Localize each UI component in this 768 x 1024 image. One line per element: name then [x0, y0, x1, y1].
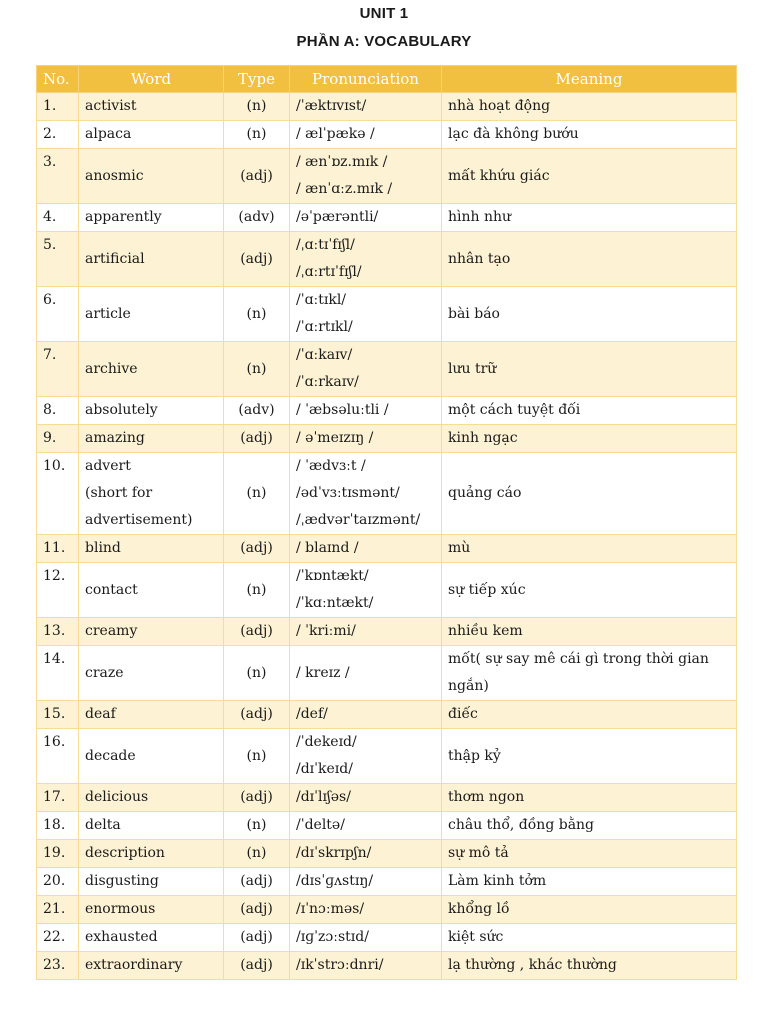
pronunciation-cell [290, 204, 442, 232]
table-row [37, 924, 737, 952]
word-cell [79, 535, 224, 563]
word-type: (adv) [224, 397, 290, 425]
pronunciation-text: /ˈdeltə/ [296, 817, 345, 833]
word-type: (adv) [224, 204, 290, 232]
word-text: alpaca [85, 126, 132, 142]
pronunciation-cell [290, 93, 442, 121]
meaning-cell: mốt( sự say mê cái gì trong thời gian ngắn) [442, 646, 737, 701]
pronunciation-text: /ˈkɒntækt/ [296, 568, 369, 584]
column-header-word: Word [79, 66, 224, 93]
row-number: 21. [37, 896, 79, 924]
row-number: 18. [37, 812, 79, 840]
word-cell [79, 646, 224, 701]
word-type: (n) [224, 646, 290, 701]
pronunciation-cell [290, 232, 442, 287]
word-text: creamy [85, 623, 138, 639]
pronunciation-cell [290, 896, 442, 924]
column-header-meaning: Meaning [442, 66, 737, 93]
table-row [37, 729, 737, 784]
word-text: enormous [85, 901, 156, 917]
word-type: (n) [224, 453, 290, 535]
pronunciation-text: /ˌædvərˈtaɪzmənt/ [296, 512, 421, 528]
column-header-no: No. [37, 66, 79, 93]
word-cell [79, 425, 224, 453]
row-number: 16. [37, 729, 79, 784]
pronunciation-cell [290, 840, 442, 868]
word-type: (n) [224, 812, 290, 840]
pronunciation-cell [290, 563, 442, 618]
meaning-cell: bài báo [442, 287, 737, 342]
pronunciation-cell [290, 701, 442, 729]
word-text: activist [85, 98, 137, 114]
table-row [37, 701, 737, 729]
row-number: 13. [37, 618, 79, 646]
word-text: contact [85, 581, 138, 598]
pronunciation-cell [290, 535, 442, 563]
pronunciation-text: /ˌɑːrtɪˈfɪʃl/ [296, 264, 362, 280]
table-row [37, 342, 737, 397]
row-number: 10. [37, 453, 79, 535]
row-number: 11. [37, 535, 79, 563]
table-body [37, 93, 737, 980]
section-title: PHẦN A: VOCABULARY [296, 33, 472, 50]
meaning-cell: quảng cáo [442, 453, 737, 535]
pronunciation-text: /ɪkˈstrɔːdnri/ [296, 957, 384, 973]
pronunciation-text: / ˈkriːmi/ [296, 623, 356, 639]
pronunciation-cell [290, 453, 442, 535]
word-type: (adj) [224, 868, 290, 896]
meaning-cell: Làm kinh tởm [442, 868, 737, 896]
word-text: (short for [85, 485, 153, 501]
pronunciation-text: /ˈɑːrtɪkl/ [296, 319, 353, 335]
word-text: exhausted [85, 929, 158, 945]
word-text: amazing [85, 430, 145, 446]
table-row [37, 93, 737, 121]
row-number: 20. [37, 868, 79, 896]
table-row [37, 646, 737, 701]
row-number: 19. [37, 840, 79, 868]
meaning-cell: mù [442, 535, 737, 563]
table-row [37, 952, 737, 980]
word-cell [79, 729, 224, 784]
word-cell [79, 952, 224, 980]
pronunciation-cell [290, 121, 442, 149]
pronunciation-text: /ˈæktɪvɪst/ [296, 98, 367, 114]
word-text: anosmic [85, 167, 144, 184]
word-text: disgusting [85, 873, 159, 889]
word-cell [79, 232, 224, 287]
vocabulary-table [36, 65, 737, 980]
meaning-cell: mất khứu giác [442, 149, 737, 204]
table-row [37, 896, 737, 924]
table-row [37, 232, 737, 287]
word-type: (adj) [224, 232, 290, 287]
word-cell [79, 453, 224, 535]
table-row [37, 563, 737, 618]
meaning-cell: sự tiếp xúc [442, 563, 737, 618]
word-type: (n) [224, 93, 290, 121]
table-row [37, 204, 737, 232]
pronunciation-cell [290, 397, 442, 425]
word-text: description [85, 845, 165, 861]
word-cell [79, 93, 224, 121]
pronunciation-text: /ədˈvɜːtɪsmənt/ [296, 485, 400, 501]
pronunciation-cell [290, 952, 442, 980]
meaning-cell: châu thổ, đồng bằng [442, 812, 737, 840]
meaning-cell: thập kỷ [442, 729, 737, 784]
meaning-cell: hình như [442, 204, 737, 232]
word-type: (adj) [224, 701, 290, 729]
word-cell [79, 563, 224, 618]
column-header-pronunciation: Pronunciation [290, 66, 442, 93]
row-number: 8. [37, 397, 79, 425]
pronunciation-cell [290, 646, 442, 701]
meaning-cell: nhà hoạt động [442, 93, 737, 121]
row-number: 22. [37, 924, 79, 952]
column-header-type: Type [224, 66, 290, 93]
word-type: (adj) [224, 784, 290, 812]
pronunciation-cell [290, 784, 442, 812]
row-number: 14. [37, 646, 79, 701]
meaning-cell: điếc [442, 701, 737, 729]
pronunciation-text: / blaɪnd / [296, 540, 359, 556]
meaning-cell: sự mô tả [442, 840, 737, 868]
word-cell [79, 784, 224, 812]
pronunciation-text: /əˈpærəntli/ [296, 209, 379, 225]
table-row [37, 868, 737, 896]
pronunciation-text: /ˈkɑːntækt/ [296, 595, 374, 611]
word-type: (n) [224, 840, 290, 868]
meaning-cell: nhân tạo [442, 232, 737, 287]
word-text: article [85, 305, 131, 322]
word-type: (adj) [224, 425, 290, 453]
pronunciation-text: / ænˈɒz.mɪk / [296, 154, 388, 170]
word-text: delicious [85, 789, 149, 805]
pronunciation-text: /ɪˈnɔːməs/ [296, 901, 365, 917]
pronunciation-text: /ˈɑːkaɪv/ [296, 347, 353, 363]
word-cell [79, 204, 224, 232]
row-number: 23. [37, 952, 79, 980]
word-cell [79, 701, 224, 729]
pronunciation-text: /ˈdekeɪd/ [296, 734, 357, 750]
pronunciation-text: / əˈmeɪzɪŋ / [296, 430, 374, 446]
word-type: (adj) [224, 952, 290, 980]
pronunciation-text: /def/ [296, 706, 328, 722]
row-number: 15. [37, 701, 79, 729]
meaning-cell: lưu trữ [442, 342, 737, 397]
table-row [37, 618, 737, 646]
word-cell [79, 121, 224, 149]
table-row [37, 287, 737, 342]
table-row [37, 535, 737, 563]
word-type: (n) [224, 563, 290, 618]
table-row [37, 840, 737, 868]
unit-title: UNIT 1 [359, 5, 409, 22]
meaning-cell: kinh ngạc [442, 425, 737, 453]
table-header-row [37, 66, 737, 93]
meaning-cell: lạc đà không bướu [442, 121, 737, 149]
word-cell [79, 896, 224, 924]
word-cell [79, 924, 224, 952]
meaning-cell: nhiều kem [442, 618, 737, 646]
table-row [37, 425, 737, 453]
word-text: advertisement) [85, 512, 193, 528]
word-type: (adj) [224, 149, 290, 204]
word-text: archive [85, 360, 138, 377]
table-row [37, 149, 737, 204]
pronunciation-text: / kreɪz / [296, 664, 350, 681]
pronunciation-text: /ˌɑːtɪˈfɪʃl/ [296, 237, 355, 253]
pronunciation-text: /ɪɡˈzɔːstɪd/ [296, 929, 369, 945]
pronunciation-text: /dɪˈlɪʃəs/ [296, 789, 351, 805]
word-type: (n) [224, 729, 290, 784]
pronunciation-text: / ænˈɑːz.mɪk / [296, 181, 393, 197]
word-cell [79, 149, 224, 204]
meaning-cell: lạ thường , khác thường [442, 952, 737, 980]
pronunciation-cell [290, 924, 442, 952]
word-type: (n) [224, 342, 290, 397]
word-text: blind [85, 540, 121, 556]
word-type: (n) [224, 121, 290, 149]
word-type: (adj) [224, 896, 290, 924]
word-text: delta [85, 817, 121, 833]
word-text: deaf [85, 706, 116, 722]
word-cell [79, 868, 224, 896]
pronunciation-cell [290, 342, 442, 397]
pronunciation-cell [290, 287, 442, 342]
pronunciation-cell [290, 149, 442, 204]
table-row [37, 121, 737, 149]
word-cell [79, 397, 224, 425]
row-number: 7. [37, 342, 79, 397]
row-number: 3. [37, 149, 79, 204]
word-text: craze [85, 664, 124, 681]
meaning-cell: thơm ngon [442, 784, 737, 812]
row-number: 4. [37, 204, 79, 232]
word-text: extraordinary [85, 957, 183, 973]
pronunciation-cell [290, 729, 442, 784]
table-row [37, 397, 737, 425]
word-text: apparently [85, 209, 162, 225]
pronunciation-text: / ˈædvɜːt / [296, 458, 366, 474]
meaning-cell: một cách tuyệt đối [442, 397, 737, 425]
row-number: 6. [37, 287, 79, 342]
pronunciation-text: / ælˈpækə / [296, 126, 375, 142]
pronunciation-text: / ˈæbsəluːtli / [296, 402, 389, 418]
pronunciation-text: /ˈɑːtɪkl/ [296, 292, 347, 308]
word-type: (n) [224, 287, 290, 342]
word-cell [79, 342, 224, 397]
meaning-cell: khổng lồ [442, 896, 737, 924]
word-cell [79, 618, 224, 646]
table-row [37, 784, 737, 812]
table-row [37, 812, 737, 840]
word-text: absolutely [85, 402, 158, 418]
pronunciation-text: /ˈɑːrkaɪv/ [296, 374, 359, 390]
row-number: 12. [37, 563, 79, 618]
pronunciation-text: /dɪˈkeɪd/ [296, 761, 353, 777]
pronunciation-text: /dɪsˈɡʌstɪŋ/ [296, 873, 374, 889]
word-text: advert [85, 458, 131, 474]
row-number: 17. [37, 784, 79, 812]
word-cell [79, 812, 224, 840]
row-number: 9. [37, 425, 79, 453]
row-number: 2. [37, 121, 79, 149]
row-number: 1. [37, 93, 79, 121]
word-type: (adj) [224, 535, 290, 563]
word-text: artificial [85, 250, 145, 267]
row-number: 5. [37, 232, 79, 287]
pronunciation-text: /dɪˈskrɪpʃn/ [296, 845, 372, 861]
word-cell [79, 287, 224, 342]
word-type: (adj) [224, 924, 290, 952]
word-text: decade [85, 747, 136, 764]
table-row [37, 453, 737, 535]
pronunciation-cell [290, 812, 442, 840]
pronunciation-cell [290, 425, 442, 453]
pronunciation-cell [290, 868, 442, 896]
pronunciation-cell [290, 618, 442, 646]
word-type: (adj) [224, 618, 290, 646]
meaning-cell: kiệt sức [442, 924, 737, 952]
word-cell [79, 840, 224, 868]
